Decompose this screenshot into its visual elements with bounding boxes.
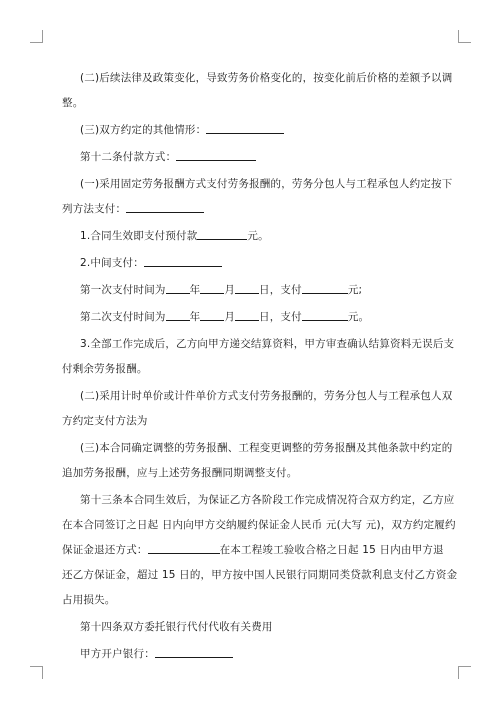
blank-amount: [302, 282, 348, 294]
paragraph-fixed-payment-line1: [62, 172, 453, 197]
paragraph-second-payment: [62, 305, 434, 330]
text: (二)后续法律及政策变化，导致劳务价格变化的，按变化前后价格的差额予以调: [80, 72, 453, 84]
paragraph-adjustment-line1: [62, 436, 453, 461]
blank-underline: [206, 122, 284, 134]
text: 月: [224, 311, 236, 323]
text: 列方法支付：: [62, 203, 127, 215]
text: 元。: [347, 311, 370, 323]
paragraph-price-change-line1: [62, 66, 453, 91]
article-12-heading: [62, 145, 434, 170]
text: 方约定支付方法为: [62, 415, 148, 427]
blank-underline: [176, 149, 256, 161]
text: 保证金退还方式：: [62, 544, 148, 556]
paragraph-party-a-bank: [62, 642, 434, 667]
blank-year: [166, 282, 190, 294]
text: (三)双方约定的其他情形：: [80, 124, 207, 136]
text: (二)采用计时单价或计件单价方式支付劳务报酬的，劳务分包人与工程承包人双: [80, 390, 453, 402]
text: 在本工程竣工验收合格之日起 15 日内由甲方退: [219, 544, 444, 556]
page-corner-mark-bottom-right: [458, 666, 471, 679]
text: 日，支付: [259, 311, 302, 323]
paragraph-interim-payment: [62, 251, 434, 276]
text: 第二次支付时间为: [80, 311, 166, 323]
blank-underline: [197, 228, 247, 240]
paragraph-final-payment-line1: [62, 332, 455, 357]
paragraph-hourly-payment-line1: [62, 384, 453, 409]
article-13-line2: [62, 513, 456, 538]
text: 第十二条付款方式：: [80, 151, 177, 163]
blank-year: [166, 309, 190, 321]
blank-month: [200, 309, 224, 321]
article-13-line5: [62, 588, 434, 613]
paragraph-final-payment-line2: [62, 357, 434, 382]
text: 年: [189, 311, 201, 323]
text: 第十四条双方委托银行代付代收有关费用: [80, 621, 273, 633]
text: 付剩余劳务报酬。: [62, 363, 148, 375]
text: 年: [189, 284, 201, 296]
blank-underline: [126, 201, 204, 213]
blank-month: [200, 282, 224, 294]
text: (三)本合同确定调整的劳务报酬、工程变更调整的劳务报酬及其他条款中约定的: [80, 442, 453, 454]
text: 追加劳务报酬，应与上述劳务报酬同期调整支付。: [62, 467, 298, 479]
paragraph-hourly-payment-line2: [62, 409, 434, 434]
page-corner-mark-top-right: [458, 30, 471, 43]
article-14-heading: [62, 615, 434, 640]
text: 还乙方保证金，超过 15 日的，甲方按中国人民银行同期同类贷款利息支付乙方资金: [62, 569, 458, 581]
paragraph-first-payment: [62, 278, 434, 303]
text: 元;: [347, 284, 363, 296]
text: 2.中间支付：: [80, 257, 144, 269]
page-corner-mark-top-left: [30, 30, 43, 43]
text: 1.合同生效即支付预付款: [80, 230, 198, 242]
text: 3.全部工作完成后，乙方向甲方递交结算资料，甲方审查确认结算资料无误后支: [80, 338, 455, 350]
blank-underline: [148, 542, 220, 554]
text: 日，支付: [259, 284, 302, 296]
text: 整。: [62, 97, 84, 109]
article-13-line1: [62, 488, 455, 513]
article-13-line4: [62, 563, 458, 588]
document-page: [62, 66, 458, 667]
blank-day: [235, 309, 259, 321]
blank-amount: [302, 309, 348, 321]
paragraph-other-cases: [62, 118, 434, 143]
text: 第一次支付时间为: [80, 284, 166, 296]
text: 占用损失。: [62, 594, 116, 606]
paragraph-price-change-line2: [62, 91, 434, 116]
paragraph-fixed-payment-line2: [62, 197, 434, 222]
text: 甲方开户银行：: [80, 648, 155, 660]
text: 元。: [247, 230, 269, 242]
blank-day: [235, 282, 259, 294]
paragraph-advance-payment: [62, 224, 434, 249]
blank-underline: [144, 255, 222, 267]
paragraph-adjustment-line2: [62, 461, 434, 486]
page-corner-mark-bottom-left: [30, 666, 43, 679]
text: 在本合同签订之日起 日内向甲方交纳履约保证金人民币 元(大写 元)，双方约定履约: [62, 519, 456, 531]
text: 月: [224, 284, 236, 296]
article-13-line3: [62, 538, 444, 563]
blank-underline: [155, 646, 233, 658]
text: (一)采用固定劳务报酬方式支付劳务报酬的，劳务分包人与工程承包人约定按下: [80, 178, 453, 190]
text: 第十三条本合同生效后，为保证乙方各阶段工作完成情况符合双方约定，乙方应: [80, 494, 455, 506]
